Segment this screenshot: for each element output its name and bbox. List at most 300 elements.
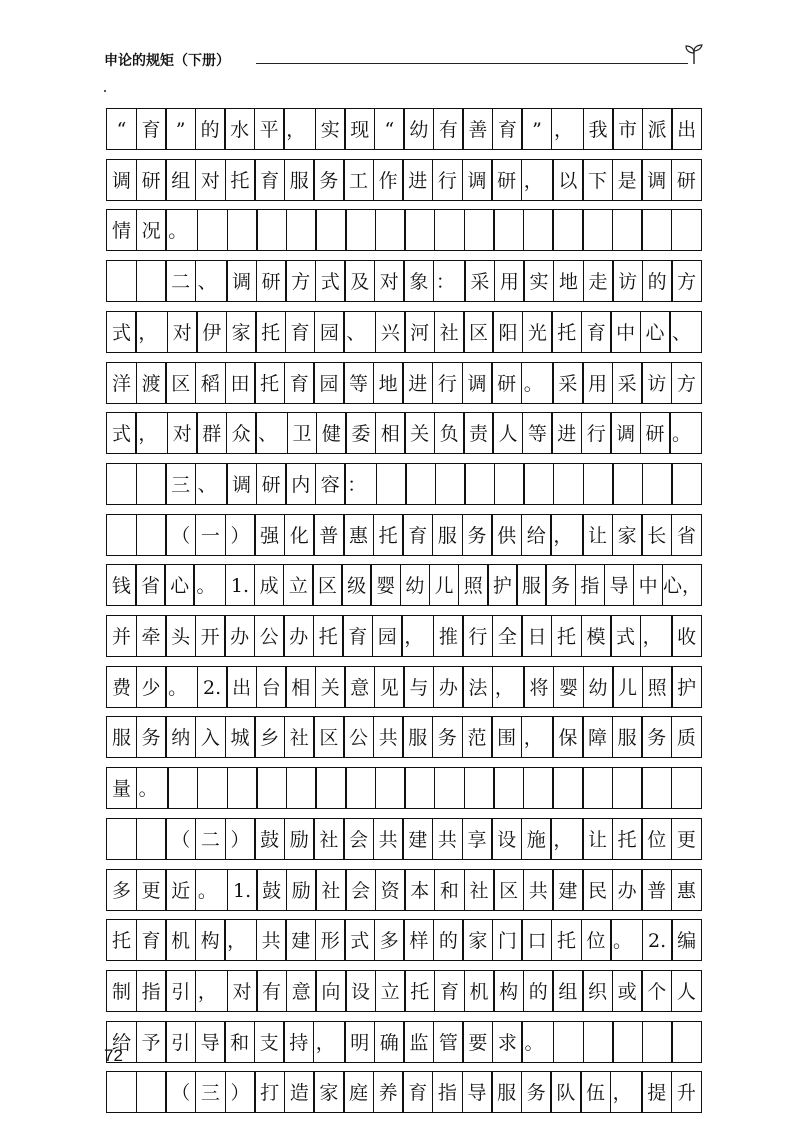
grid-cell: 研 [671, 159, 702, 201]
grid-cell: 出 [226, 666, 257, 708]
grid-cell [405, 463, 436, 505]
grid-cell: 、 [669, 311, 702, 353]
grid-cell: 打 [254, 1071, 285, 1113]
grid-cell: 方 [671, 260, 702, 302]
grid-row [106, 919, 702, 961]
sprout-icon [682, 42, 706, 66]
grid-cell: 意 [344, 666, 375, 708]
grid-row [106, 564, 702, 606]
grid-cell: 水 [224, 108, 255, 150]
grid-cell: 有 [433, 108, 464, 150]
grid-cell: 服 [432, 514, 463, 556]
grid-cell: 健 [316, 412, 347, 454]
grid-cell: 市 [612, 108, 643, 150]
grid-cell [671, 767, 702, 809]
grid-cell: 中 [633, 564, 664, 606]
grid-row [106, 463, 702, 505]
grid-cell: 育 [342, 615, 373, 657]
grid-cell [493, 767, 524, 809]
grid-cell: 省 [135, 564, 166, 606]
grid-cell: 调 [226, 260, 257, 302]
grid-cell: 法 [462, 666, 493, 708]
page-number: 72 [104, 1046, 123, 1065]
grid-cell: 幼 [400, 564, 431, 606]
grid-cell: 量 [106, 767, 137, 809]
grid-cell: 社 [284, 716, 315, 758]
grid-cell: 资 [375, 869, 406, 911]
grid-cell: 责 [463, 412, 494, 454]
grid-cell: 有 [256, 970, 287, 1012]
grid-cell [404, 209, 435, 251]
grid-cell: 三 [165, 463, 196, 505]
grid-cell [345, 767, 376, 809]
grid-cell [197, 767, 228, 809]
grid-cell [464, 463, 495, 505]
grid-cell [434, 209, 465, 251]
grid-cell: 化 [284, 514, 315, 556]
grid-cell: 托 [551, 615, 582, 657]
grid-row [106, 818, 702, 860]
grid-cell [552, 767, 583, 809]
grid-cell: 式 [610, 615, 641, 657]
grid-cell [256, 209, 287, 251]
grid-row [106, 311, 702, 353]
grid-cell: ， [135, 412, 168, 454]
grid-cell: 模 [581, 615, 612, 657]
grid-cell: 城 [225, 716, 256, 758]
grid-cell: 洋 [106, 362, 137, 404]
grid-cell: 鼓 [254, 818, 285, 860]
grid-cell: 共 [432, 818, 463, 860]
grid-cell: 务 [545, 564, 576, 606]
grid-cell [136, 260, 167, 302]
grid-cell: 是 [612, 159, 643, 201]
grid-cell [642, 1021, 673, 1063]
grid-cell: ” [521, 108, 552, 150]
grid-cell: 持 [283, 1021, 314, 1063]
grid-cell: 钱 [106, 564, 137, 606]
grid-row [106, 159, 702, 201]
grid-cell [106, 818, 137, 860]
grid-cell: 育 [581, 311, 612, 353]
grid-cell: 委 [345, 412, 376, 454]
grid-cell: 普 [641, 869, 672, 911]
grid-cell: 调 [641, 159, 672, 201]
grid-cell: 社 [315, 869, 346, 911]
grid-cell: 机 [464, 970, 495, 1012]
grid-cell: 善 [462, 108, 493, 150]
grid-cell [435, 463, 466, 505]
grid-cell: 采 [552, 362, 583, 404]
grid-cell: 务 [432, 716, 463, 758]
grid-cell: 的 [195, 108, 226, 150]
grid-cell: ） [225, 818, 256, 860]
grid-cell: 牵 [136, 615, 167, 657]
grid-cell: 长 [641, 514, 672, 556]
grid-cell: 或 [612, 970, 643, 1012]
grid-cell: （ [165, 1071, 196, 1113]
grid-cell: 构 [493, 970, 524, 1012]
grid-cell: ， [640, 615, 673, 657]
grid-cell: 托 [255, 311, 286, 353]
grid-cell: 、 [255, 412, 288, 454]
grid-cell [136, 514, 167, 556]
grid-cell: 近 [165, 869, 196, 911]
grid-cell: 质 [671, 716, 702, 758]
grid-cell: 用 [494, 260, 525, 302]
grid-cell: 机 [165, 919, 196, 961]
grid-cell [106, 260, 137, 302]
grid-cell [106, 463, 137, 505]
grid-cell: ， [401, 615, 434, 657]
grid-cell: 要 [462, 1021, 493, 1063]
grid-cell: 园 [313, 362, 344, 404]
grid-cell: 将 [523, 666, 554, 708]
grid-cell: 人 [492, 412, 523, 454]
grid-cell: 托 [225, 159, 256, 201]
grid-cell: ： [344, 463, 377, 505]
grid-cell: 鼓 [256, 869, 287, 911]
grid-cell: 引 [165, 970, 196, 1012]
grid-cell: 护 [487, 564, 518, 606]
grid-row [106, 412, 702, 454]
grid-cell: 群 [196, 412, 227, 454]
header-mark [104, 90, 106, 92]
grid-cell: ， [492, 666, 525, 708]
grid-cell: 办 [224, 615, 255, 657]
grid-cell: 。 [195, 869, 228, 911]
grid-cell [552, 209, 583, 251]
grid-cell: 障 [582, 716, 613, 758]
grid-cell: ， [224, 919, 257, 961]
grid-cell [315, 209, 346, 251]
grid-cell: 提 [641, 1071, 672, 1113]
grid-cell: 实 [523, 260, 554, 302]
grid-cell: 组 [552, 970, 583, 1012]
grid-cell: 地 [373, 362, 404, 404]
grid-cell: 托 [612, 818, 643, 860]
grid-cell [376, 463, 407, 505]
grid-cell: 和 [434, 869, 465, 911]
grid-cell: 导 [604, 564, 635, 606]
grid-cell: 施 [521, 818, 552, 860]
grid-cell: 围 [491, 716, 522, 758]
grid-cell: 建 [285, 919, 316, 961]
grid-cell: 对 [167, 412, 198, 454]
grid-cell: 行 [581, 412, 612, 454]
grid-cell: 调 [106, 159, 137, 201]
grid-row [106, 1021, 702, 1063]
grid-cell [136, 818, 167, 860]
grid-cell: 调 [462, 159, 493, 201]
grid-cell: 的 [642, 260, 673, 302]
grid-cell: 。 [610, 919, 643, 961]
grid-cell: 式 [315, 260, 346, 302]
grid-cell: 务 [521, 1071, 552, 1113]
grid-cell: ， [551, 108, 584, 150]
grid-cell: ， [521, 159, 554, 201]
grid-cell [106, 1071, 137, 1113]
grid-cell: 推 [433, 615, 464, 657]
grid-cell [286, 767, 317, 809]
grid-cell: 育 [136, 919, 167, 961]
grid-cell: 共 [373, 818, 404, 860]
grid-cell: 区 [312, 564, 343, 606]
grid-cell: 民 [582, 869, 613, 911]
grid-cell: 象 [403, 260, 434, 302]
grid-cell: 供 [491, 514, 522, 556]
grid-cell: 办 [612, 869, 643, 911]
grid-cell: 用 [582, 362, 613, 404]
grid-cell: 设 [491, 818, 522, 860]
grid-row [106, 260, 702, 302]
grid-cell: 育 [254, 159, 285, 201]
grid-cell: 励 [284, 818, 315, 860]
grid-cell: 强 [254, 514, 285, 556]
grid-cell: 织 [582, 970, 613, 1012]
grid-cell: 托 [551, 919, 582, 961]
grid-cell: 指 [575, 564, 606, 606]
grid-cell: 采 [464, 260, 495, 302]
grid-cell [641, 767, 672, 809]
grid-cell [612, 463, 643, 505]
grid-cell: 共 [373, 716, 404, 758]
grid-cell: 渡 [136, 362, 167, 404]
grid-cell: 服 [612, 716, 643, 758]
grid-cell: 相 [285, 666, 316, 708]
grid-cell: （ [165, 514, 196, 556]
grid-cell: 建 [552, 869, 583, 911]
grid-cell: 社 [464, 869, 495, 911]
grid-cell: 样 [403, 919, 434, 961]
grid-cell [434, 767, 465, 809]
grid-cell: 区 [493, 869, 524, 911]
header-rule [256, 63, 688, 64]
grid-cell: 负 [434, 412, 465, 454]
grid-row [106, 767, 702, 809]
grid-cell: 照 [642, 666, 673, 708]
grid-cell: 二 [165, 260, 196, 302]
grid-cell: ， [313, 1021, 346, 1063]
grid-cell: 、 [195, 260, 228, 302]
grid-cell: 方 [671, 362, 702, 404]
grid-cell: 全 [492, 615, 523, 657]
grid-cell: ， [283, 108, 316, 150]
grid-cell: 育 [402, 1071, 433, 1113]
grid-cell: 式 [344, 919, 375, 961]
grid-cell: 托 [254, 362, 285, 404]
grid-cell [671, 463, 702, 505]
grid-cell [523, 463, 554, 505]
grid-cell: 会 [345, 869, 376, 911]
grid-cell [671, 209, 702, 251]
grid-cell: 伊 [196, 311, 227, 353]
grid-cell: 升 [671, 1071, 702, 1113]
grid-cell: 研 [640, 412, 671, 454]
grid-cell: 让 [582, 818, 613, 860]
grid-cell: 级 [341, 564, 372, 606]
grid-cell: 育 [285, 311, 316, 353]
grid-cell: 研 [491, 362, 522, 404]
grid-cell: 内 [285, 463, 316, 505]
grid-cell: 平 [254, 108, 285, 150]
grid-cell: 服 [106, 716, 137, 758]
grid-cell [523, 209, 554, 251]
grid-cell: 设 [345, 970, 376, 1012]
grid-cell: 方 [285, 260, 316, 302]
grid-cell: 对 [374, 260, 405, 302]
grid-cell: ） [225, 1071, 256, 1113]
grid-cell: 2. [642, 919, 673, 961]
grid-cell: ， [610, 1071, 643, 1113]
grid-cell [671, 1021, 702, 1063]
grid-cell: 共 [256, 919, 287, 961]
grid-cell: ， [521, 716, 554, 758]
grid-cell: 确 [374, 1021, 405, 1063]
grid-cell: 行 [462, 615, 493, 657]
grid-cell [315, 767, 346, 809]
grid-cell: 区 [313, 716, 344, 758]
grid-cell: 门 [492, 919, 523, 961]
grid-cell: 阳 [492, 311, 523, 353]
grid-cell: 研 [256, 260, 287, 302]
grid-cell: 访 [612, 260, 643, 302]
grid-cell: 众 [226, 412, 257, 454]
grid-cell: 照 [458, 564, 489, 606]
grid-cell: 引 [165, 1021, 196, 1063]
grid-cell: 情 [106, 209, 137, 251]
grid-cell: 。 [165, 666, 198, 708]
grid-cell: 、 [343, 311, 376, 353]
grid-cell: 田 [225, 362, 256, 404]
grid-cell [583, 1021, 614, 1063]
grid-cell: 2. [197, 666, 228, 708]
grid-cell: 建 [402, 818, 433, 860]
grid-cell: 给 [521, 514, 552, 556]
grid-cell: 关 [315, 666, 346, 708]
grid-cell: 口 [521, 919, 552, 961]
grid-cell: 服 [516, 564, 547, 606]
grid-cell: 现 [344, 108, 375, 150]
grid-cell [106, 514, 137, 556]
grid-cell: 我 [583, 108, 614, 150]
grid-cell [286, 209, 317, 251]
grid-cell: 1. [227, 869, 258, 911]
grid-cell: 意 [286, 970, 317, 1012]
grid-cell: 派 [642, 108, 673, 150]
grid-cell: “ [106, 108, 137, 150]
grid-cell: 以 [552, 159, 583, 201]
grid-cell: 省 [671, 514, 702, 556]
grid-cell: 务 [136, 716, 167, 758]
grid-cell: 家 [226, 311, 257, 353]
grid-cell: 形 [315, 919, 346, 961]
grid-cell [612, 1021, 643, 1063]
grid-cell: 让 [582, 514, 613, 556]
grid-cell: ） [225, 514, 256, 556]
grid-cell: 位 [641, 818, 672, 860]
grid-cell: 社 [434, 311, 465, 353]
grid-cell: 社 [313, 818, 344, 860]
grid-cell: 伍 [580, 1071, 611, 1113]
grid-cell [523, 767, 554, 809]
grid-cell: 多 [106, 869, 137, 911]
grid-cell: 对 [195, 159, 226, 201]
grid-cell [612, 767, 643, 809]
grid-cell: 和 [224, 1021, 255, 1063]
grid-cell: 入 [195, 716, 226, 758]
grid-cell: 式 [106, 412, 137, 454]
grid-cell: 指 [136, 970, 167, 1012]
grid-cell [167, 767, 198, 809]
grid-cell: 关 [404, 412, 435, 454]
grid-cell: 见 [374, 666, 405, 708]
grid-cell: 的 [523, 970, 554, 1012]
grid-cell [136, 463, 167, 505]
grid-cell: 立 [283, 564, 314, 606]
grid-cell: “ [374, 108, 405, 150]
grid-cell: 养 [373, 1071, 404, 1113]
grid-cell: 进 [551, 412, 582, 454]
grid-cell: 心， [662, 564, 702, 606]
grid-cell: 个 [641, 970, 672, 1012]
grid-cell: 队 [550, 1071, 581, 1113]
grid-cell: 下 [582, 159, 613, 201]
grid-cell: 务 [641, 716, 672, 758]
grid-cell: 头 [165, 615, 196, 657]
grid-cell: 心 [640, 311, 671, 353]
grid-cell: ， [135, 311, 168, 353]
grid-cell: 更 [136, 869, 167, 911]
grid-cell: 中 [610, 311, 641, 353]
grid-cell: 研 [256, 463, 287, 505]
grid-row [106, 1071, 702, 1113]
grid-cell: 普 [313, 514, 344, 556]
grid-cell [375, 767, 406, 809]
grid-cell: 出 [671, 108, 702, 150]
grid-cell: 指 [432, 1071, 463, 1113]
grid-cell: 家 [313, 1071, 344, 1113]
grid-cell: 求 [492, 1021, 523, 1063]
grid-cell: 并 [106, 615, 137, 657]
grid-cell: 惠 [671, 869, 702, 911]
grid-cell: 编 [671, 919, 702, 961]
grid-cell: 庭 [343, 1071, 374, 1113]
grid-cell: 服 [284, 159, 315, 201]
grid-cell: 光 [522, 311, 553, 353]
grid-cell: 卫 [287, 412, 318, 454]
grid-cell: 励 [286, 869, 317, 911]
grid-row [106, 514, 702, 556]
grid-cell: 幼 [403, 108, 434, 150]
grid-cell: 区 [165, 362, 196, 404]
grid-cell: 园 [314, 311, 345, 353]
grid-cell: 导 [195, 1021, 226, 1063]
grid-cell: 人 [671, 970, 702, 1012]
grid-cell: 组 [165, 159, 196, 201]
grid-cell: 进 [402, 159, 433, 201]
grid-cell: 导 [462, 1071, 493, 1113]
grid-cell: 。 [521, 362, 554, 404]
grid-cell [227, 209, 258, 251]
grid-cell: 纳 [165, 716, 196, 758]
grid-cell: 育 [434, 970, 465, 1012]
grid-cell: 地 [553, 260, 584, 302]
grid-cell: 共 [523, 869, 554, 911]
grid-cell [612, 209, 643, 251]
grid-cell: 成 [254, 564, 285, 606]
grid-cell: 明 [344, 1021, 375, 1063]
